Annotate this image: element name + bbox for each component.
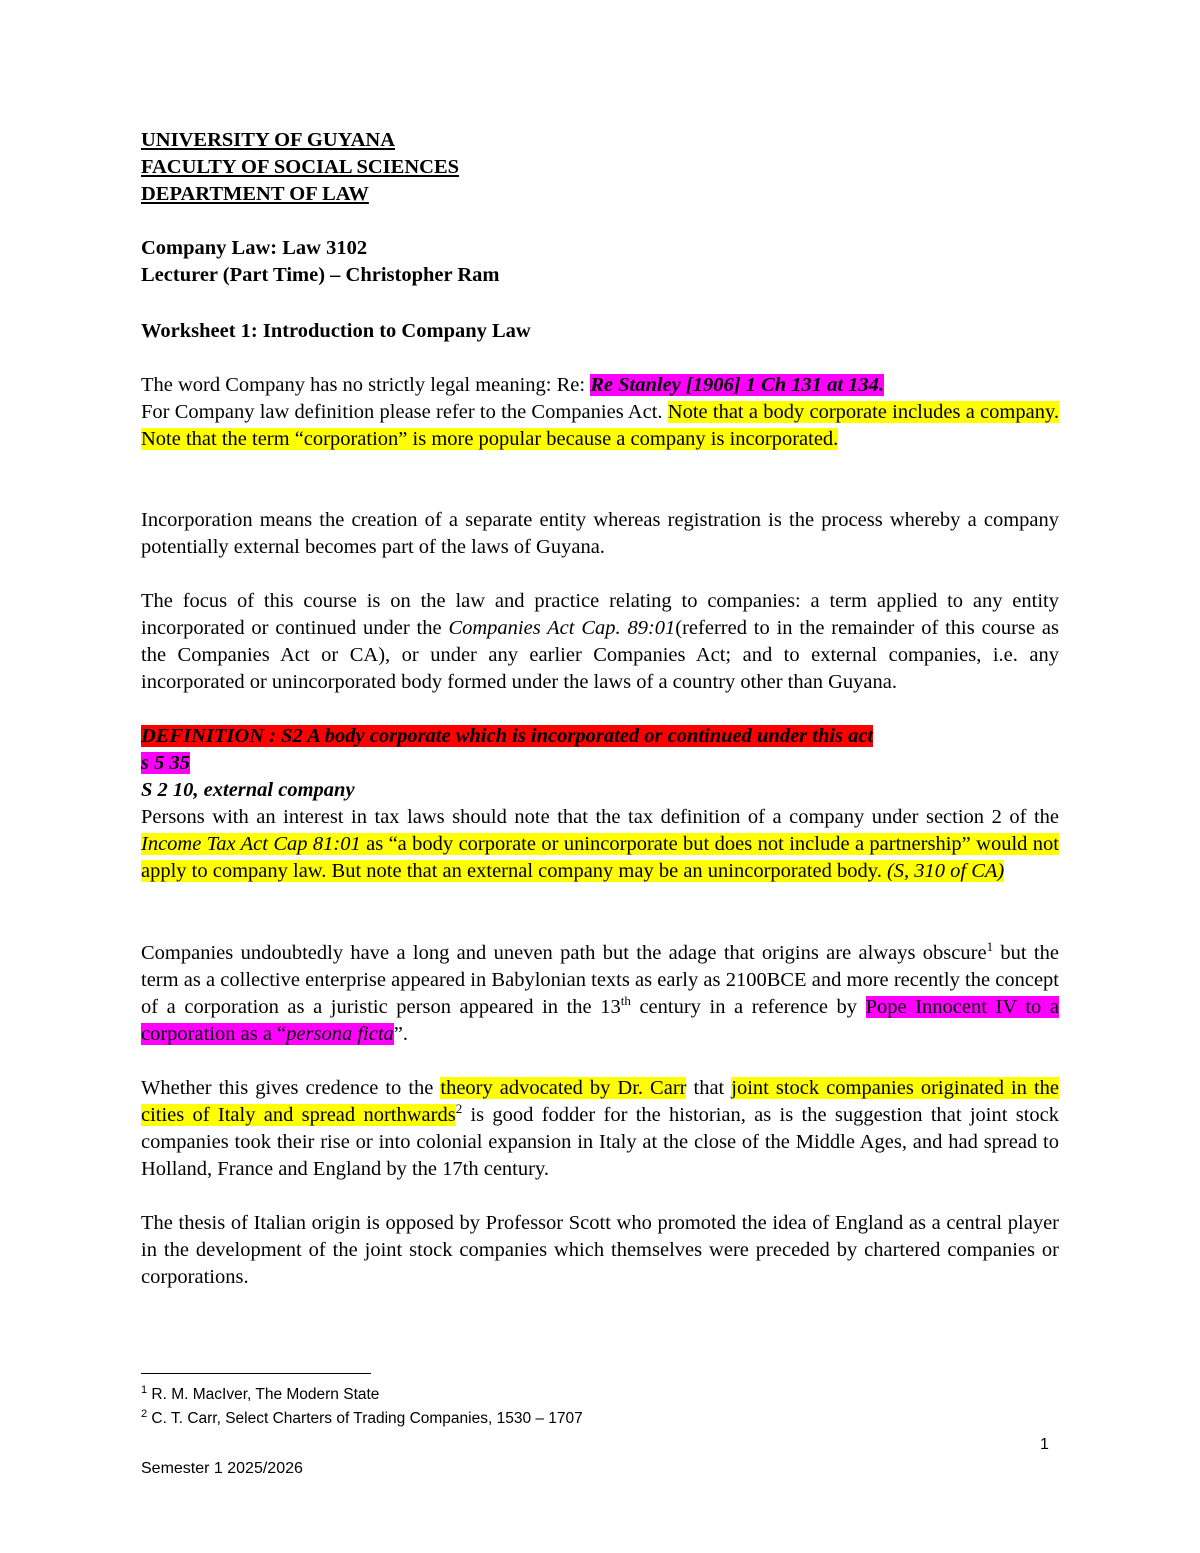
university-name: UNIVERSITY OF GUYANA	[141, 129, 396, 151]
case-citation-stanley: Re Stanley [1906] 1 Ch 131 at 134.	[590, 374, 885, 396]
p1-text-a: The word Company has no strictly legal meaning: Re:	[141, 374, 591, 396]
course-info	[141, 235, 1059, 289]
faculty-name: FACULTY OF SOCIAL SCIENCES	[141, 156, 460, 178]
paragraph-history	[141, 940, 1059, 1048]
department-name: DEPARTMENT OF LAW	[141, 183, 369, 205]
footnote-1-text: R. M. MacIver, The Modern State	[147, 1386, 380, 1404]
p6-text-c: is good fodder for the historian, as is the suggestion that joint stock companies took their rise or into colonial expansion in Italy at the close of the Middle Ages, and had spread to Holland, France and England by the 17th century.	[141, 1104, 1059, 1180]
paragraph-definition-intro	[141, 372, 1059, 453]
income-tax-act-reference: Income Tax Act Cap 81:01	[141, 833, 361, 855]
p6-text-a: Whether this gives credence to the	[141, 1077, 441, 1099]
pope-innocent-text: Pope Innocent IV to a corporation as a “	[141, 996, 1059, 1045]
p3-text-b: (referred to in the remainder of this course as the Companies Act or CA), or under any earlier Companies Act; and to external companies, i.e. any incorporated or unincorporated body formed under the laws of a country other than Guyana.	[141, 617, 1059, 693]
p4-highlight	[141, 833, 1059, 882]
section-5-35: s 5 35	[141, 752, 190, 774]
footnote-2-text: C. T. Carr, Select Charters of Trading Companies, 1530 – 1707	[147, 1410, 583, 1428]
carr-theory-highlight: theory advocated by Dr. Carr	[440, 1077, 687, 1099]
definition-s2: DEFINITION : S2 A body corporate which is incorporated or continued under this act	[141, 725, 874, 747]
p4-text-b: as “a body corporate or unincorporate but does not include a partnership” would not apply to company law. But note that an external company may be an unincorporated body.	[141, 833, 1059, 882]
p5-text-a: Companies undoubtedly have a long and uneven path but the adage that origins are always obscure	[141, 942, 987, 964]
paragraph-scott-thesis: The thesis of Italian origin is opposed by Professor Scott who promoted the idea of England as a central player in the development of the joint stock companies which themselves were preceded by chartered companies or corporations.	[141, 1212, 1059, 1288]
paragraph-carr-theory	[141, 1075, 1059, 1183]
paragraph-course-focus	[141, 588, 1059, 696]
joint-stock-highlight: joint stock companies originated in the cities of Italy and spread northwards	[141, 1077, 1059, 1126]
persona-ficta: persona ficta	[286, 1023, 394, 1045]
page-number: 1	[1040, 1436, 1049, 1453]
footnote-ref-1[interactable]: 1	[986, 939, 994, 955]
p1-highlight-body-corporate: Note that a body corporate includes a company. Note that the term “corporation” is more popular because a company is incorporated.	[141, 401, 1059, 450]
course-title: Company Law: Law 3102	[141, 237, 368, 259]
s310-reference: (S, 310 of CA)	[886, 860, 1005, 882]
p3-text-a: The focus of this course is on the law and practice relating to companies: a term applied to any entity incorporated or continued under the	[141, 590, 1059, 639]
footnote-2	[141, 1404, 583, 1429]
p1-text-b: For Company law definition please refer to the Companies Act.	[141, 401, 668, 423]
paragraph-incorporation: Incorporation means the creation of a separate entity whereas registration is the process whereby a company potentially external becomes part of the laws of Guyana.	[141, 509, 1059, 558]
section-2-10-external-company: S 2 10, external company	[141, 779, 355, 801]
p5-text-d: ”.	[393, 1023, 409, 1045]
worksheet-title: Worksheet 1: Introduction to Company Law	[141, 320, 531, 342]
paragraph-tax-definition	[141, 804, 1059, 885]
definition-block	[141, 723, 1059, 804]
footnote-separator	[141, 1373, 371, 1374]
institution-header	[141, 127, 1059, 208]
p6-text-b: that	[686, 1077, 732, 1099]
p4-text-a: Persons with an interest in tax laws should note that the tax definition of a company under section 2 of the	[141, 806, 1059, 828]
p5-text-b: but the term as a collective enterprise appeared in Babylonian texts as early as 2100BCE and more recently the concept of a corporation as a juristic person appeared in the 13	[141, 942, 1059, 1018]
footnote-2-number: 2	[141, 1408, 148, 1420]
lecturer-line: Lecturer (Part Time) – Christopher Ram	[141, 264, 500, 286]
ordinal-suffix: th	[620, 993, 631, 1009]
footnote-ref-2[interactable]: 2	[455, 1101, 463, 1117]
page-footer: Semester 1 2025/2026	[141, 1460, 303, 1477]
p5-text-c: century in a reference by	[630, 996, 866, 1018]
footnote-1	[141, 1380, 379, 1405]
footnote-1-number: 1	[141, 1384, 148, 1396]
companies-act-reference: Companies Act Cap. 89:01	[448, 617, 676, 639]
